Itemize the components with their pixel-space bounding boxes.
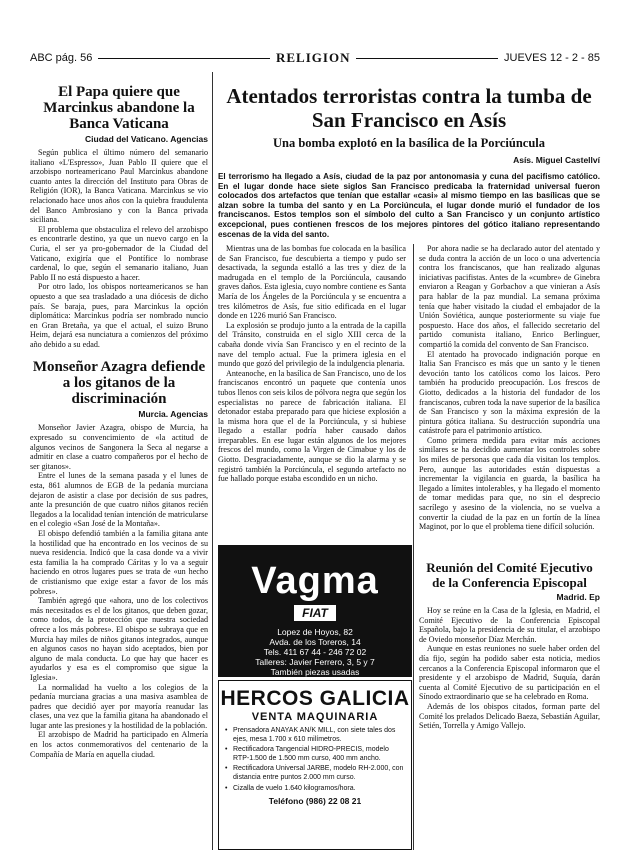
azagra-paragraph: El obispo defendió también a la familia gitana ante la hostilidad que ha encontrado en los vecinos de su nueva residencia. Indicó que la casa donde va a vivir esta familia la ha comprado Cáritas y lo va a seguir haciendo en otros lugares pues se trata de «un hecho de cristianismo que exige estar a favor de los más pobres». bbox=[30, 529, 208, 596]
marcinkus-byline: Ciudad del Vaticano. Agencias bbox=[85, 134, 208, 144]
main-column-1 bbox=[218, 244, 406, 540]
azagra-paragraph: Monseñor Javier Azagra, obispo de Murcia, ha expresado su convencimiento de «la actitud de algunos vecinos de Sangonera la Seca al negarse a admitir en clase a cuatro compañeros por el hecho de ser gitanos». bbox=[30, 423, 208, 471]
azagra-paragraph: También agregó que «ahora, uno de los colectivos más necesitados es el de los gitanos, que deben gozar, como todos, de la protección que nuestra sociedad ofrece a los más pobres». El obispo se subraya que en Murcia hay miles de niños gitanos integrados, aunque en algunos casos no hayan sido aceptados, bien por alguno de mala conducta. Lo que hay que hacer es ayudarlos y esa es el compromiso que sigue la Iglesia». bbox=[30, 596, 208, 682]
episcopal-paragraph: Aunque en estas reuniones no suele haber orden del día fijo, según ha podido saber esta noticia, medios cercanos a la Conferencia Episcopal informaron que el presidente y el arzobispo de Madrid, Suquía, darán cuenta al Comité Ejecutivo de su participación en el Sínodo extraordinario que se ha celebrado en Roma. bbox=[419, 644, 600, 702]
main-headline: Atentados terroristas contra la tumba de San Francisco en Asís bbox=[226, 84, 592, 132]
marcinkus-paragraph: Según publica el último número del semanario italiano «L'Espresso», Juan Pablo II quiere que el arzobispo norteamericano Paul Marcinkus abandone cuanto antes la dirección del Instituto para Obras de Religión (IOR), la Banca Vaticana. Marcinkus se vio relacionado hace unos años con la quiebra fraudulenta del Banco Ambrosiano y con la Banca privada siciliana. bbox=[30, 148, 208, 225]
vagma-address-line: Lopez de Hoyos, 82 bbox=[277, 627, 353, 637]
marcinkus-paragraph: El problema que obstaculiza el relevo del arzobispo es encontrarle destino, ya que un nuevo cargo en la Curia, el ser ya pro-gobernador de la Ciudad del Vaticano, exigiría que el Pontífice lo nombrase cardenal, lo que, según el semanario italiano, Juan Pablo II no está dispuesto a hacer. bbox=[30, 224, 208, 282]
azagra-paragraph: El arzobispo de Madrid ha participado en Almería en los actos conmemorativos del centenario de la Compañía de María en aquella ciudad. bbox=[30, 730, 208, 759]
hercos-item-list bbox=[219, 727, 411, 793]
left-column bbox=[30, 72, 208, 850]
main-lead: El terrorismo ha llegado a Asís, ciudad de la paz por antonomasia y cuna del pacifismo católico. En el lugar donde hace siete siglos San Francisco predicaba la fraternidad universal fueron colocados dos artefactos que tenían que estallar «casi» al mismo tiempo en las basílicas que se alzan sobre la tumba del santo y en La Porciúncula, el lugar donde murió el fundador de los franciscanos. Estos templos son el símbolo del culto a San Francisco y un conjunto artístico excepcional, pues contienen frescos de los mejores pintores del gótico italiano representando escenas de la vida del santo. bbox=[218, 172, 600, 239]
marcinkus-headline: El Papa quiere que Marcinkus abandone la Banca Vaticana bbox=[43, 84, 195, 132]
main-byline: Asís. Miguel Castellví bbox=[513, 155, 600, 165]
main-column-2 bbox=[419, 244, 600, 556]
vagma-parts-line: También piezas usadas bbox=[270, 667, 360, 677]
hercos-item: • Cizalla de vuelo 1.640 kilogramos/hora. bbox=[233, 785, 405, 794]
hercos-title: HERCOS GALICIA bbox=[220, 687, 410, 710]
main-story-header bbox=[218, 84, 600, 169]
section-title: RELIGION bbox=[270, 50, 356, 66]
vagma-workshop-line: Talleres: Javier Ferrero, 3, 5 y 7 bbox=[255, 657, 375, 667]
episcopal-byline: Madrid. Ep bbox=[556, 592, 600, 602]
hercos-ad bbox=[218, 680, 412, 850]
issue-date: JUEVES 12 - 2 - 85 bbox=[498, 52, 600, 64]
vagma-phone-line: Tels. 411 67 44 - 246 72 02 bbox=[263, 647, 367, 657]
column-divider bbox=[413, 244, 414, 850]
hercos-item: • Prensadora ANAYAK AN/K MILL, con siete tales dos ejes, mesa 1.700 x 610 milímetros. bbox=[233, 727, 405, 744]
main-paragraph: Anteanoche, en la basílica de San Francisco, uno de los franciscanos encontró un paquete que contenía unos tubos llenos con seis kilos de pólvora negra que según los especialistas no parece de fabricación italiana. El detonador estaba preparado para que hiciese explosión a la misma hora que el de la Porciúncula, y si hubiese llegado a estallar podría haber causado daños irreparables. En ese lugar están algunos de los mejores frescos del mundo, como la Virgen de Cimabue y los de Giotto. Desgraciadamente, aunque se dio la alarma y se registró también la Porciúncula, el segundo artefacto no fue hallado porque estaba escondido en un nicho. bbox=[218, 368, 406, 484]
episcopal-paragraph: Hoy se reúne en la Casa de la Iglesia, en Madrid, el Comité Ejecutivo de la Conferencia Episcopal Española, bajo la presidencia de su titular, el arzobispo de Oviedo monseñor Díaz Merchán. bbox=[419, 606, 600, 644]
page-number: ABC pág. 56 bbox=[30, 52, 98, 64]
vagma-logo: Vagma bbox=[251, 560, 379, 602]
main-paragraph: Mientras una de las bombas fue colocada en la basílica de San Francisco, fue descubierta a tiempo y pudo ser desactivada, la segunda estalló a las tres y diez de la madrugada en el templo de la Porciúncula, causando graves daños. Esta iglesia, cuyo nombre contiene es Santa María de los Ángeles de la Porciúncula y se encuentra a tres kilómetros de Asís, fue sitio edificada en el lugar donde en 1226 murió San Francisco. bbox=[218, 244, 406, 321]
vagma-ad bbox=[218, 545, 412, 677]
azagra-headline: Monseñor Azagra defiende a los gitanos de la discriminación bbox=[32, 359, 206, 408]
azagra-paragraph: La normalidad ha vuelto a los colegios de la pedanía murciana gracias a una masiva asamblea de padres que decidió ayer por mayoría reanudar las clases, una vez que la familia gitana ha abandonado el lugar ante las presiones y la hostilidad de la población. bbox=[30, 682, 208, 730]
fiat-logo: FIAT bbox=[294, 605, 336, 621]
main-paragraph: Como primera medida para evitar más acciones similares se ha decidido aumentar los controles sobre los miles de personas que cada día visitan los templos. Pero, aunque las autoridades están dispuestas a incrementar la vigilancia en guarda, la basílica ha llegado a límites intolerables, y ha llegado el momento de tomar medidas para que, no sin el desprecio sacrílego y asesino de la violencia, no se vuelva a convertir la ciudad de la paz en un fortín de la línea Maginot, por lo que el problema tiene difícil solución. bbox=[419, 435, 600, 532]
hercos-subtitle: VENTA MAQUINARIA bbox=[251, 711, 379, 723]
episcopal-paragraph: Además de los obispos citados, forman parte del Comité los prelados Delicado Baeza, Sebastián Aguilar, Setién, Torrella y Amigo Vallejo. bbox=[419, 701, 600, 731]
episcopal-story bbox=[419, 560, 600, 850]
main-paragraph: El atentado ha provocado indignación porque en Italia San Francisco es más que un santo y le tienen devoción tanto los católicos como los laicos. Pero también ha producido preocupación. Los frescos de Giotto, dedicados a la historia del fundador de los franciscanos, cubren toda la nave superior de la basílica de San Francisco y son la máxima expresión de la pintura gótica italiana. Su destrucción supondría una catástrofe para el patrimonio artístico. bbox=[419, 349, 600, 436]
marcinkus-paragraph: Por otro lado, los obispos norteamericanos se han opuesto a que sea trasladado a una diócesis de dicho país. Se baraja, pues, para Marcinkus la opción diplomática: Marcinkus podría ser nombrado nuncio en Gran Bretaña, ya que el actual, el suizo Bruno Heim, dejará esa nunciatura a comienzos del próximo año debido a su edad. bbox=[30, 282, 208, 349]
main-paragraph: La explosión se produjo junto a la entrada de la capilla del Tránsito, construida en el siglo XIII cerca de la cabaña donde vivía San Francisco y en el recinto de la nave del templo actual. Fue la primera iglesia en el mundo que gozó del privilegio de la indulgencia plenaria. bbox=[218, 320, 406, 369]
main-subheadline: Una bomba explotó en la basílica de la Porciúncula bbox=[272, 136, 545, 150]
azagra-paragraph: Entre el lunes de la semana pasada y el lunes de esta, 861 alumnos de EGB de la pedanía murciana dejaron de asistir a clase por decisión de sus padres, ante la presunción de que cuatro niños gitanos recién llegados a la localidad tenían intención de matricularse en el colegio «San José de la Montaña». bbox=[30, 471, 208, 529]
azagra-byline: Murcia. Agencias bbox=[138, 409, 208, 420]
hercos-phone: Teléfono (986) 22 08 21 bbox=[268, 796, 362, 807]
page-header bbox=[30, 50, 600, 66]
hercos-item: • Rectificadora Tangencial HIDRO-PRECIS, modelo RTP-1.500 de 1.500 mm curso, 400 mm ancho. bbox=[233, 746, 405, 763]
column-divider bbox=[212, 72, 213, 850]
episcopal-headline: Reunión del Comité Ejecutivo de la Conferencia Episcopal bbox=[426, 560, 593, 590]
main-paragraph: Por ahora nadie se ha declarado autor del atentado y se duda contra la acción de un loco o una advertencia contra los franciscanos, que han realizado algunas iniciativas pacifistas. Antes de la «cumbre» de Ginebra enviaron a Reagan y Gorbachov a que vinieran a Asís para hablar de la paz mundial. La semana próxima tenía que haber visitado la ciudad el embajador de la Unión Soviética, aunque posteriormente su viaje fue pospuesto. Hace dos años, el fallecido secretario del partido comunista italiano, Enrico Berlinguer, compartió la comida del convento de San Francisco. bbox=[419, 244, 600, 349]
hercos-item: • Rectificadora Universal JARBE, modelo RH-2.000, con distancia entre puntos 2.000 mm curso. bbox=[233, 765, 405, 782]
vagma-address-line: Avda. de los Toreros, 14 bbox=[269, 637, 361, 647]
